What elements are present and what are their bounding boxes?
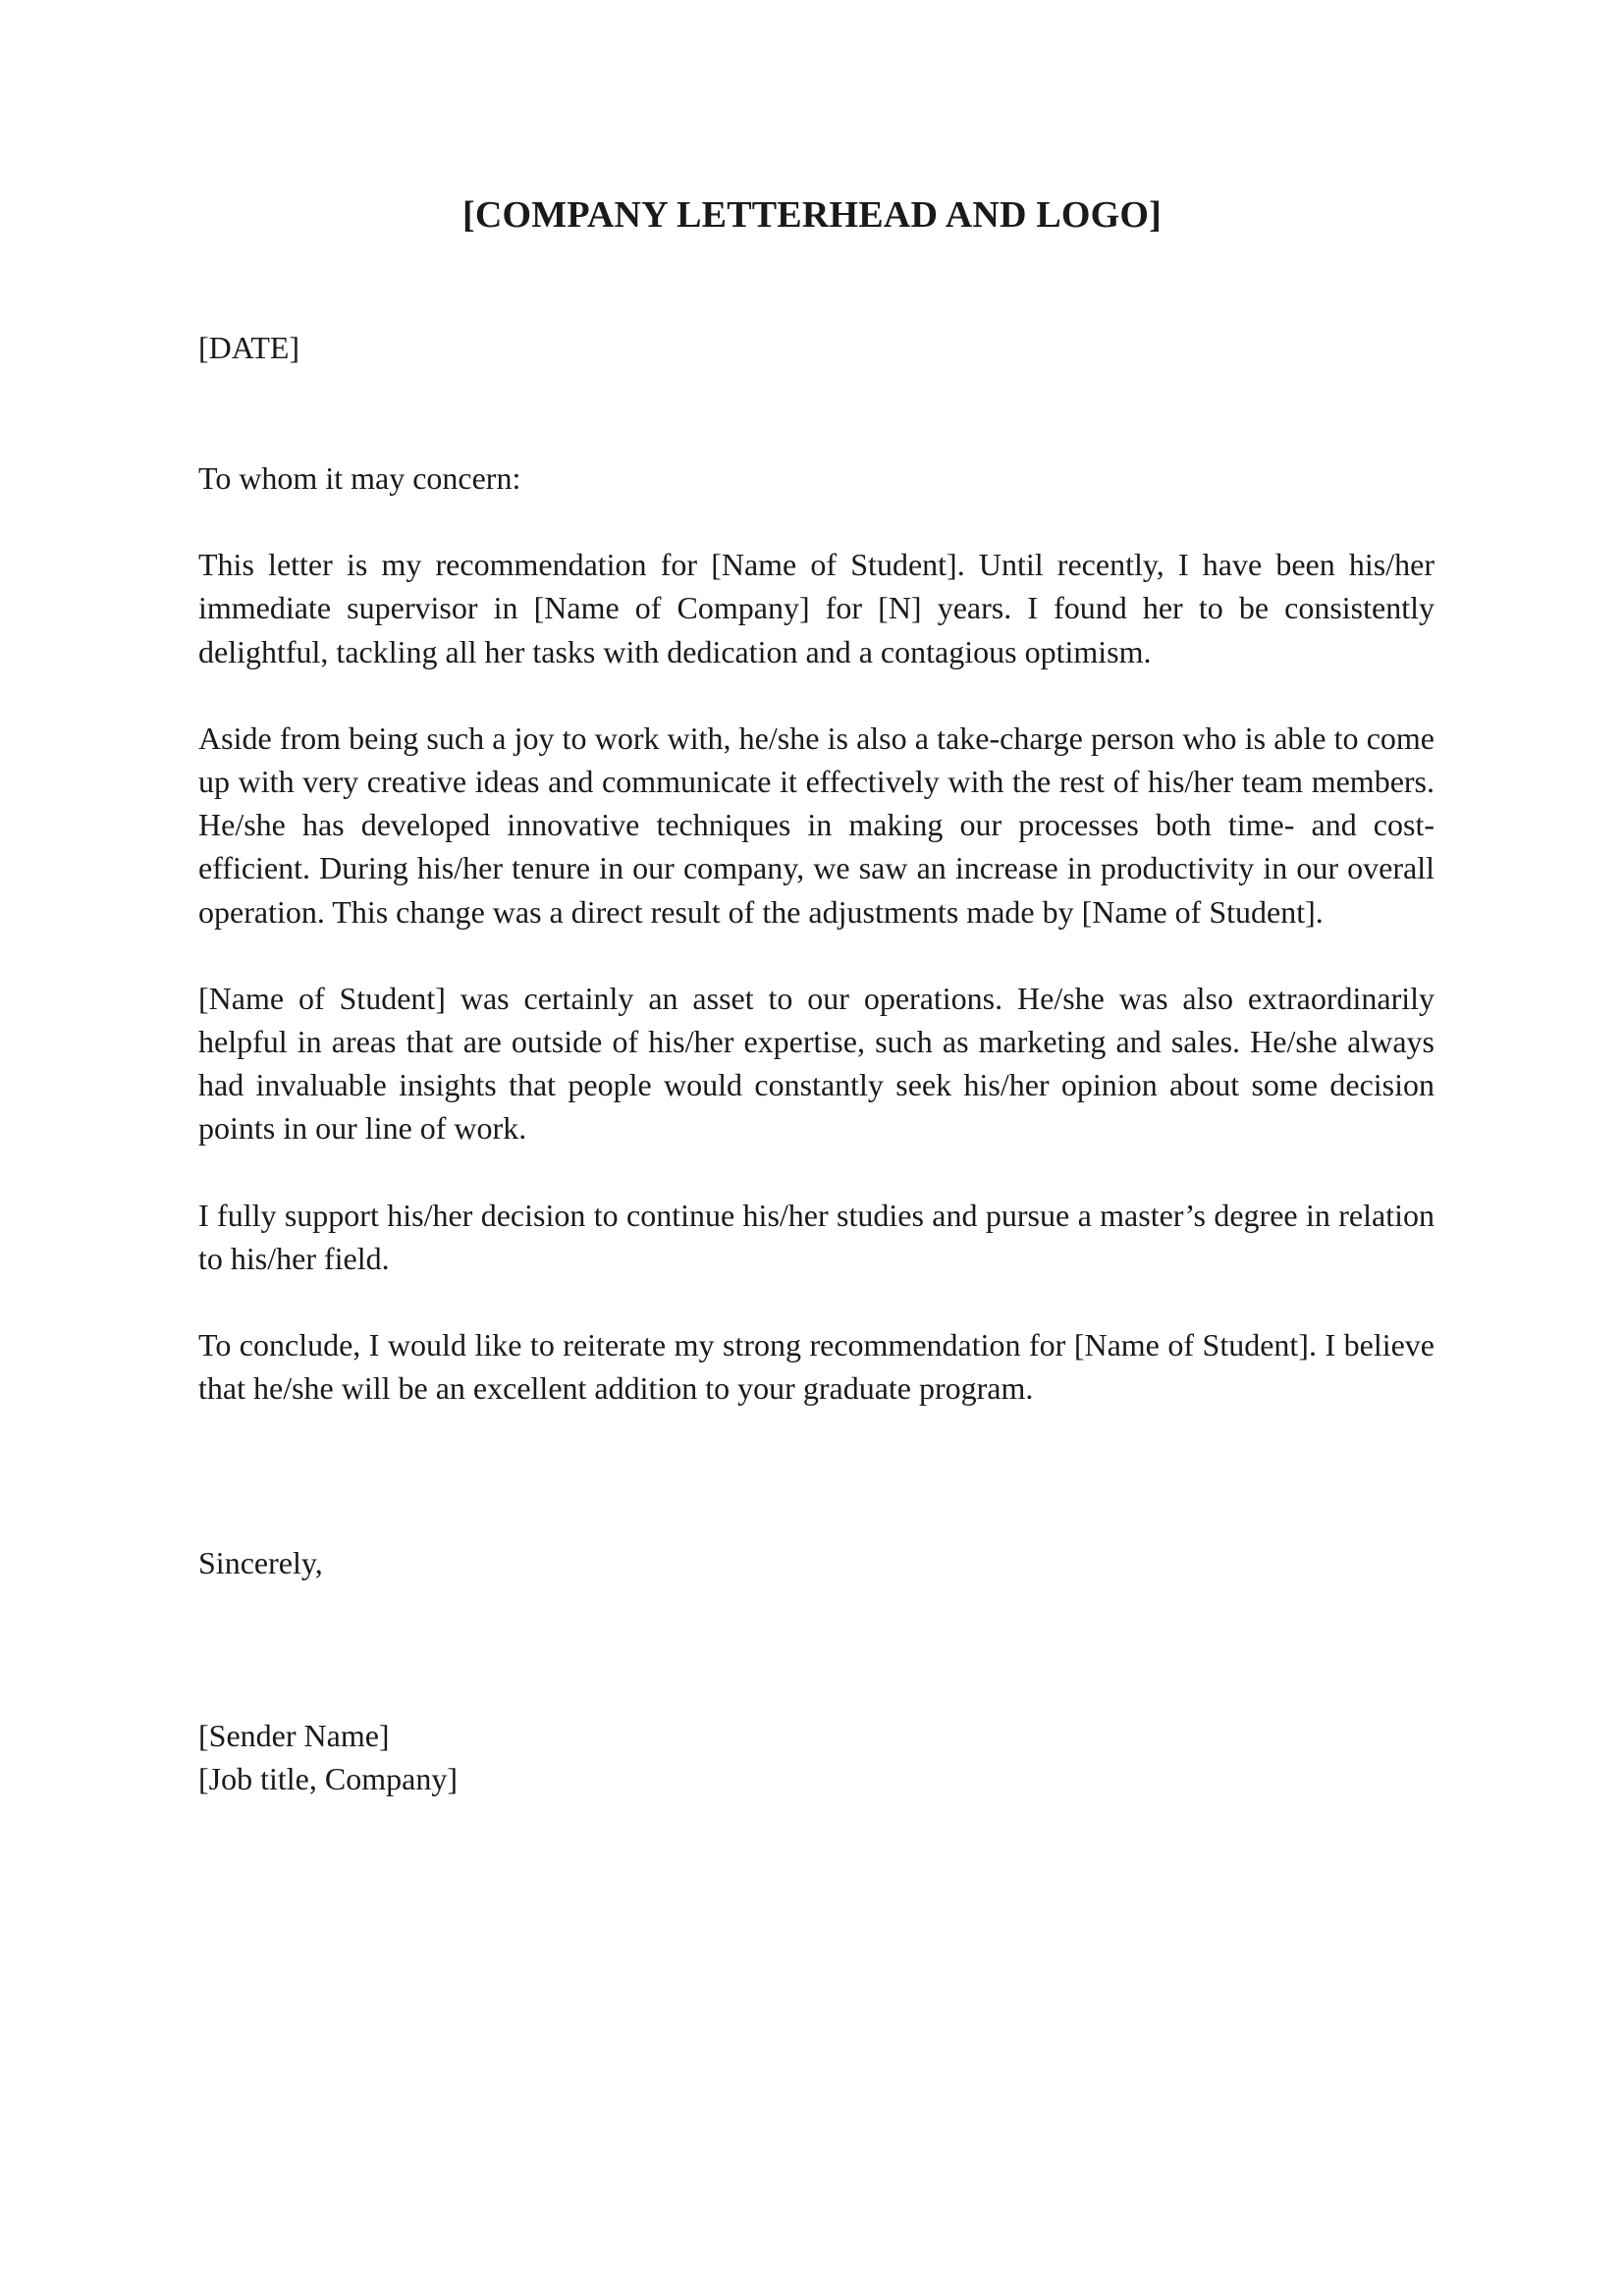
body-paragraph-4: I fully support his/her decision to continue his/her studies and pursue a master’s degree in relation to his/her field. [198, 1197, 1435, 1276]
signature-block [198, 1714, 458, 1800]
body-paragraph-2: Aside from being such a joy to work with, he/she is also a take-charge person who is able to come up with very creative ideas and communicate it effectively with the rest of his/her team members. He/she has developed innovative techniques in making our processes both time- and cost-efficient. During his/her tenure in our company, we saw an increase in productivity in our overall operation. This change was a direct result of the adjustments made by [Name of Student]. [198, 720, 1435, 930]
closing-line: Sincerely, [198, 1545, 323, 1580]
letter-body [198, 456, 1435, 1453]
body-paragraph-5: To conclude, I would like to reiterate my strong recommendation for [Name of Student]. I believe that he/she will be an excellent addition to your graduate program. [198, 1327, 1435, 1407]
letter-date: [DATE] [198, 330, 300, 365]
sender-title: [Job title, Company] [198, 1761, 458, 1796]
body-paragraph-1: This letter is my recommendation for [Name of Student]. Until recently, I have been his/her immediate supervisor in [Name of Company] for [N] years. I found her to be consistently delightful, tackling all her tasks with dedication and a contagious optimism. [198, 547, 1435, 669]
letterhead-title: [COMPANY LETTERHEAD AND LOGO] [462, 194, 1162, 236]
salutation: To whom it may concern: [198, 460, 521, 496]
sender-name: [Sender Name] [198, 1718, 390, 1753]
body-paragraph-3: [Name of Student] was certainly an asset to our operations. He/she was also extraordinarily helpful in areas that are outside of his/her expertise, such as marketing and sales. He/she always had invaluable insights that people would constantly seek his/her opinion about some decision points in our line of work. [198, 980, 1435, 1147]
